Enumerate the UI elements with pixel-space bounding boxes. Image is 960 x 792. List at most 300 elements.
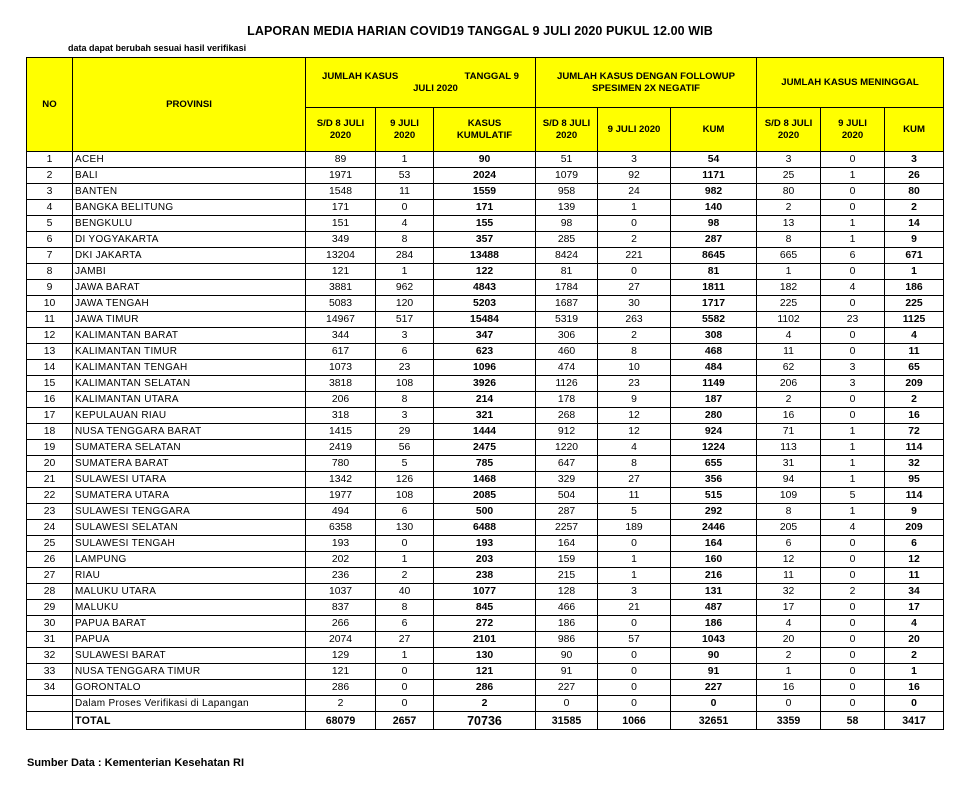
- province-cell: JAMBI: [73, 264, 306, 280]
- value-cell-c2: 1: [376, 648, 434, 664]
- value-cell-c9: 80: [885, 184, 944, 200]
- value-cell-c2: 6: [376, 504, 434, 520]
- table-row: [27, 600, 944, 616]
- value-cell-c8: 1: [821, 168, 885, 184]
- value-cell-c2: 40: [376, 584, 434, 600]
- value-cell-c2: 120: [376, 296, 434, 312]
- header-c6: KUM: [671, 108, 757, 152]
- value-cell-c4: 1687: [536, 296, 598, 312]
- total-c1: 68079: [306, 712, 376, 730]
- value-cell-c2: 1: [376, 152, 434, 168]
- value-cell-c2: 284: [376, 248, 434, 264]
- value-cell-c1: 193: [306, 536, 376, 552]
- total-no-cell: [27, 712, 73, 730]
- value-cell-c8: 1: [821, 216, 885, 232]
- province-cell: RIAU: [73, 568, 306, 584]
- table-row: [27, 408, 944, 424]
- value-cell-c7: 3: [757, 152, 821, 168]
- province-cell: MALUKU UTARA: [73, 584, 306, 600]
- verification-note: data dapat berubah sesuai hasil verifikasi: [68, 43, 247, 53]
- value-cell-c3: 2085: [434, 488, 536, 504]
- value-cell-c3: 121: [434, 664, 536, 680]
- row-number-cell: 2: [27, 168, 73, 184]
- value-cell-c9: 11: [885, 344, 944, 360]
- value-cell-c5: 189: [598, 520, 671, 536]
- row-number-cell: 15: [27, 376, 73, 392]
- value-cell-c9: 95: [885, 472, 944, 488]
- value-cell-c9: 1125: [885, 312, 944, 328]
- report-title: LAPORAN MEDIA HARIAN COVID19 TANGGAL 9 JULI 2020 PUKUL 12.00 WIB: [247, 24, 713, 38]
- value-cell-c1: 1342: [306, 472, 376, 488]
- value-cell-c3: 500: [434, 504, 536, 520]
- value-cell-c2: 108: [376, 488, 434, 504]
- value-cell-c7: 0: [757, 696, 821, 712]
- value-cell-c5: 1: [598, 552, 671, 568]
- value-cell-c9: 3: [885, 152, 944, 168]
- value-cell-c6: 164: [671, 536, 757, 552]
- header-c1-line2: 2020: [329, 129, 352, 141]
- value-cell-c4: 128: [536, 584, 598, 600]
- value-cell-c5: 0: [598, 216, 671, 232]
- header-c4-line2: 2020: [555, 129, 578, 141]
- total-c4: 31585: [536, 712, 598, 730]
- header-provinsi: PROVINSI: [73, 58, 306, 152]
- value-cell-c3: 1077: [434, 584, 536, 600]
- row-number-cell: 5: [27, 216, 73, 232]
- value-cell-c7: 8: [757, 504, 821, 520]
- value-cell-c5: 21: [598, 600, 671, 616]
- value-cell-c1: 236: [306, 568, 376, 584]
- value-cell-c7: 225: [757, 296, 821, 312]
- value-cell-c5: 0: [598, 264, 671, 280]
- value-cell-c9: 65: [885, 360, 944, 376]
- province-cell: SULAWESI BARAT: [73, 648, 306, 664]
- total-c9: 3417: [885, 712, 944, 730]
- value-cell-c4: 0: [536, 696, 598, 712]
- row-number-cell: 23: [27, 504, 73, 520]
- province-cell: SUMATERA SELATAN: [73, 440, 306, 456]
- value-cell-c3: 203: [434, 552, 536, 568]
- table-header: [27, 58, 944, 152]
- value-cell-c8: 0: [821, 264, 885, 280]
- total-c5: 1066: [598, 712, 671, 730]
- value-cell-c3: 130: [434, 648, 536, 664]
- value-cell-c5: 2: [598, 232, 671, 248]
- header-c8: [821, 108, 885, 152]
- province-cell: LAMPUNG: [73, 552, 306, 568]
- value-cell-c8: 0: [821, 664, 885, 680]
- value-cell-c9: 0: [885, 696, 944, 712]
- total-c2: 2657: [376, 712, 434, 730]
- row-number-cell: 24: [27, 520, 73, 536]
- value-cell-c5: 0: [598, 648, 671, 664]
- value-cell-c2: 5: [376, 456, 434, 472]
- value-cell-c7: 13: [757, 216, 821, 232]
- value-cell-c4: 139: [536, 200, 598, 216]
- value-cell-c4: 287: [536, 504, 598, 520]
- value-cell-c2: 108: [376, 376, 434, 392]
- table-row: [27, 552, 944, 568]
- value-cell-c2: 8: [376, 232, 434, 248]
- header-c1: [306, 108, 376, 152]
- value-cell-c5: 30: [598, 296, 671, 312]
- value-cell-c8: 0: [821, 696, 885, 712]
- value-cell-c8: 0: [821, 536, 885, 552]
- row-number-cell: 22: [27, 488, 73, 504]
- table-row: [27, 584, 944, 600]
- value-cell-c2: 8: [376, 600, 434, 616]
- value-cell-c5: 57: [598, 632, 671, 648]
- value-cell-c7: 205: [757, 520, 821, 536]
- value-cell-c5: 3: [598, 584, 671, 600]
- value-cell-c7: 113: [757, 440, 821, 456]
- value-cell-c9: 2: [885, 200, 944, 216]
- value-cell-c2: 29: [376, 424, 434, 440]
- value-cell-c8: 5: [821, 488, 885, 504]
- table-body: [27, 152, 944, 712]
- row-number-cell: 26: [27, 552, 73, 568]
- value-cell-c2: 53: [376, 168, 434, 184]
- value-cell-c4: 268: [536, 408, 598, 424]
- value-cell-c3: 1444: [434, 424, 536, 440]
- value-cell-c1: 121: [306, 264, 376, 280]
- value-cell-c5: 8: [598, 456, 671, 472]
- value-cell-c3: 1468: [434, 472, 536, 488]
- value-cell-c9: 32: [885, 456, 944, 472]
- value-cell-c9: 9: [885, 504, 944, 520]
- value-cell-c2: 6: [376, 344, 434, 360]
- province-cell: DI YOGYAKARTA: [73, 232, 306, 248]
- value-cell-c6: 1811: [671, 280, 757, 296]
- value-cell-c6: 1717: [671, 296, 757, 312]
- header-group-meninggal: JUMLAH KASUS MENINGGAL: [757, 58, 944, 108]
- table-row: [27, 504, 944, 520]
- table-row: [27, 616, 944, 632]
- header-no: NO: [27, 58, 73, 152]
- value-cell-c6: 187: [671, 392, 757, 408]
- total-label: TOTAL: [73, 712, 306, 730]
- value-cell-c8: 4: [821, 280, 885, 296]
- value-cell-c4: 1220: [536, 440, 598, 456]
- header-juli-2020: JULI 2020: [413, 82, 458, 94]
- value-cell-c2: 126: [376, 472, 434, 488]
- value-cell-c9: 4: [885, 616, 944, 632]
- value-cell-c7: 11: [757, 344, 821, 360]
- table-row: [27, 168, 944, 184]
- value-cell-c7: 16: [757, 408, 821, 424]
- province-cell: NUSA TENGGARA TIMUR: [73, 664, 306, 680]
- value-cell-c8: 0: [821, 152, 885, 168]
- value-cell-c6: 5582: [671, 312, 757, 328]
- value-cell-c2: 2: [376, 568, 434, 584]
- value-cell-c7: 62: [757, 360, 821, 376]
- value-cell-c5: 12: [598, 408, 671, 424]
- value-cell-c9: 186: [885, 280, 944, 296]
- value-cell-c3: 845: [434, 600, 536, 616]
- value-cell-c9: 1: [885, 264, 944, 280]
- value-cell-c1: 617: [306, 344, 376, 360]
- value-cell-c2: 4: [376, 216, 434, 232]
- value-cell-c3: 357: [434, 232, 536, 248]
- header-followup-line1: JUMLAH KASUS DENGAN FOLLOWUP: [557, 70, 736, 82]
- row-number-cell: 31: [27, 632, 73, 648]
- value-cell-c6: 2446: [671, 520, 757, 536]
- value-cell-c1: 2: [306, 696, 376, 712]
- value-cell-c3: 122: [434, 264, 536, 280]
- header-c3-line1: KASUS: [467, 117, 502, 129]
- value-cell-c7: 1102: [757, 312, 821, 328]
- value-cell-c3: 238: [434, 568, 536, 584]
- value-cell-c6: 655: [671, 456, 757, 472]
- value-cell-c4: 329: [536, 472, 598, 488]
- value-cell-c7: 71: [757, 424, 821, 440]
- value-cell-c6: 287: [671, 232, 757, 248]
- row-number-cell: 11: [27, 312, 73, 328]
- value-cell-c2: 3: [376, 408, 434, 424]
- value-cell-c6: 982: [671, 184, 757, 200]
- row-number-cell: 14: [27, 360, 73, 376]
- value-cell-c9: 2: [885, 648, 944, 664]
- value-cell-c9: 114: [885, 488, 944, 504]
- province-cell: SUMATERA BARAT: [73, 456, 306, 472]
- table-row: [27, 312, 944, 328]
- value-cell-c3: 4843: [434, 280, 536, 296]
- value-cell-c3: 90: [434, 152, 536, 168]
- value-cell-c9: 1: [885, 664, 944, 680]
- table-row: [27, 472, 944, 488]
- value-cell-c5: 5: [598, 504, 671, 520]
- value-cell-c4: 958: [536, 184, 598, 200]
- value-cell-c4: 51: [536, 152, 598, 168]
- value-cell-c1: 129: [306, 648, 376, 664]
- province-cell: PAPUA BARAT: [73, 616, 306, 632]
- value-cell-c7: 109: [757, 488, 821, 504]
- total-c6: 32651: [671, 712, 757, 730]
- value-cell-c4: 460: [536, 344, 598, 360]
- value-cell-c6: 484: [671, 360, 757, 376]
- value-cell-c1: 837: [306, 600, 376, 616]
- province-cell: Dalam Proses Verifikasi di Lapangan: [73, 696, 306, 712]
- total-c3: 70736: [434, 712, 536, 730]
- value-cell-c7: 4: [757, 328, 821, 344]
- province-cell: KEPULAUAN RIAU: [73, 408, 306, 424]
- value-cell-c5: 0: [598, 680, 671, 696]
- row-number-cell: 7: [27, 248, 73, 264]
- value-cell-c1: 14967: [306, 312, 376, 328]
- value-cell-c3: 171: [434, 200, 536, 216]
- province-cell: KALIMANTAN SELATAN: [73, 376, 306, 392]
- value-cell-c1: 206: [306, 392, 376, 408]
- table-row: [27, 152, 944, 168]
- value-cell-c1: 1548: [306, 184, 376, 200]
- row-number-cell: 16: [27, 392, 73, 408]
- value-cell-c4: 1079: [536, 168, 598, 184]
- value-cell-c6: 0: [671, 696, 757, 712]
- value-cell-c4: 164: [536, 536, 598, 552]
- value-cell-c8: 0: [821, 200, 885, 216]
- value-cell-c9: 6: [885, 536, 944, 552]
- data-source: Sumber Data : Kementerian Kesehatan RI: [27, 757, 245, 769]
- total-c8: 58: [821, 712, 885, 730]
- table-row: [27, 280, 944, 296]
- value-cell-c6: 140: [671, 200, 757, 216]
- value-cell-c9: 114: [885, 440, 944, 456]
- value-cell-c5: 2: [598, 328, 671, 344]
- table-row: [27, 664, 944, 680]
- total-row: [27, 712, 944, 730]
- province-cell: KALIMANTAN UTARA: [73, 392, 306, 408]
- value-cell-c4: 8424: [536, 248, 598, 264]
- value-cell-c5: 23: [598, 376, 671, 392]
- table-row: [27, 264, 944, 280]
- value-cell-c1: 89: [306, 152, 376, 168]
- value-cell-c6: 924: [671, 424, 757, 440]
- row-number-cell: 4: [27, 200, 73, 216]
- value-cell-c9: 9: [885, 232, 944, 248]
- value-cell-c4: 285: [536, 232, 598, 248]
- value-cell-c5: 0: [598, 536, 671, 552]
- value-cell-c7: 1: [757, 264, 821, 280]
- value-cell-c8: 4: [821, 520, 885, 536]
- province-cell: JAWA BARAT: [73, 280, 306, 296]
- row-number-cell: 13: [27, 344, 73, 360]
- value-cell-c3: 193: [434, 536, 536, 552]
- value-cell-c6: 91: [671, 664, 757, 680]
- value-cell-c3: 2101: [434, 632, 536, 648]
- value-cell-c5: 1: [598, 200, 671, 216]
- table-row: [27, 568, 944, 584]
- province-cell: KALIMANTAN BARAT: [73, 328, 306, 344]
- value-cell-c8: 1: [821, 232, 885, 248]
- value-cell-c7: 80: [757, 184, 821, 200]
- province-cell: GORONTALO: [73, 680, 306, 696]
- covid-report-table: [26, 57, 944, 730]
- table-row: [27, 184, 944, 200]
- row-number-cell: 21: [27, 472, 73, 488]
- province-cell: KALIMANTAN TENGAH: [73, 360, 306, 376]
- table-row: [27, 680, 944, 696]
- value-cell-c3: 13488: [434, 248, 536, 264]
- value-cell-c3: 15484: [434, 312, 536, 328]
- value-cell-c8: 3: [821, 376, 885, 392]
- value-cell-c8: 1: [821, 440, 885, 456]
- value-cell-c8: 1: [821, 424, 885, 440]
- table-row: [27, 488, 944, 504]
- value-cell-c4: 91: [536, 664, 598, 680]
- value-cell-c6: 1171: [671, 168, 757, 184]
- value-cell-c8: 2: [821, 584, 885, 600]
- header-c2: [376, 108, 434, 152]
- value-cell-c3: 1559: [434, 184, 536, 200]
- table-row: [27, 392, 944, 408]
- value-cell-c4: 647: [536, 456, 598, 472]
- header-c7-line1: S/D 8 JULI: [764, 117, 813, 129]
- value-cell-c5: 263: [598, 312, 671, 328]
- header-c7: [757, 108, 821, 152]
- header-c3-line2: KUMULATIF: [456, 129, 513, 141]
- value-cell-c2: 962: [376, 280, 434, 296]
- value-cell-c4: 159: [536, 552, 598, 568]
- value-cell-c9: 11: [885, 568, 944, 584]
- value-cell-c3: 321: [434, 408, 536, 424]
- value-cell-c3: 214: [434, 392, 536, 408]
- total-c7: 3359: [757, 712, 821, 730]
- row-number-cell: 8: [27, 264, 73, 280]
- value-cell-c4: 306: [536, 328, 598, 344]
- value-cell-c5: 10: [598, 360, 671, 376]
- header-c4-line1: S/D 8 JULI: [542, 117, 591, 129]
- header-c8-line1: 9 JULI: [838, 117, 867, 129]
- value-cell-c6: 131: [671, 584, 757, 600]
- province-cell: SUMATERA UTARA: [73, 488, 306, 504]
- value-cell-c8: 3: [821, 360, 885, 376]
- row-number-cell: 20: [27, 456, 73, 472]
- table-row: [27, 248, 944, 264]
- province-cell: SULAWESI TENGAH: [73, 536, 306, 552]
- row-number-cell: 33: [27, 664, 73, 680]
- value-cell-c6: 216: [671, 568, 757, 584]
- value-cell-c5: 0: [598, 616, 671, 632]
- value-cell-c4: 227: [536, 680, 598, 696]
- value-cell-c1: 5083: [306, 296, 376, 312]
- value-cell-c6: 1043: [671, 632, 757, 648]
- value-cell-c3: 286: [434, 680, 536, 696]
- value-cell-c2: 0: [376, 696, 434, 712]
- value-cell-c4: 2257: [536, 520, 598, 536]
- value-cell-c4: 912: [536, 424, 598, 440]
- value-cell-c4: 90: [536, 648, 598, 664]
- value-cell-c2: 8: [376, 392, 434, 408]
- value-cell-c1: 780: [306, 456, 376, 472]
- value-cell-c8: 0: [821, 616, 885, 632]
- value-cell-c1: 121: [306, 664, 376, 680]
- table-row: [27, 216, 944, 232]
- value-cell-c3: 785: [434, 456, 536, 472]
- header-jumlah-kasus: JUMLAH KASUS: [322, 70, 399, 82]
- value-cell-c4: 986: [536, 632, 598, 648]
- row-number-cell: 25: [27, 536, 73, 552]
- value-cell-c9: 671: [885, 248, 944, 264]
- table-row: [27, 200, 944, 216]
- table-row: [27, 648, 944, 664]
- value-cell-c7: 2: [757, 200, 821, 216]
- row-number-cell: 12: [27, 328, 73, 344]
- header-tanggal: TANGGAL 9: [464, 70, 519, 82]
- province-cell: SULAWESI SELATAN: [73, 520, 306, 536]
- value-cell-c4: 1126: [536, 376, 598, 392]
- value-cell-c9: 14: [885, 216, 944, 232]
- value-cell-c8: 1: [821, 472, 885, 488]
- value-cell-c4: 215: [536, 568, 598, 584]
- value-cell-c4: 1784: [536, 280, 598, 296]
- table-row: [27, 360, 944, 376]
- province-cell: SULAWESI TENGGARA: [73, 504, 306, 520]
- value-cell-c6: 487: [671, 600, 757, 616]
- value-cell-c1: 3818: [306, 376, 376, 392]
- value-cell-c5: 9: [598, 392, 671, 408]
- header-group-jumlah-kasus: [306, 58, 536, 108]
- row-number-cell: 3: [27, 184, 73, 200]
- value-cell-c8: 23: [821, 312, 885, 328]
- value-cell-c6: 8645: [671, 248, 757, 264]
- value-cell-c4: 178: [536, 392, 598, 408]
- value-cell-c3: 6488: [434, 520, 536, 536]
- value-cell-c7: 25: [757, 168, 821, 184]
- value-cell-c5: 221: [598, 248, 671, 264]
- value-cell-c2: 23: [376, 360, 434, 376]
- table-row: [27, 376, 944, 392]
- value-cell-c8: 0: [821, 680, 885, 696]
